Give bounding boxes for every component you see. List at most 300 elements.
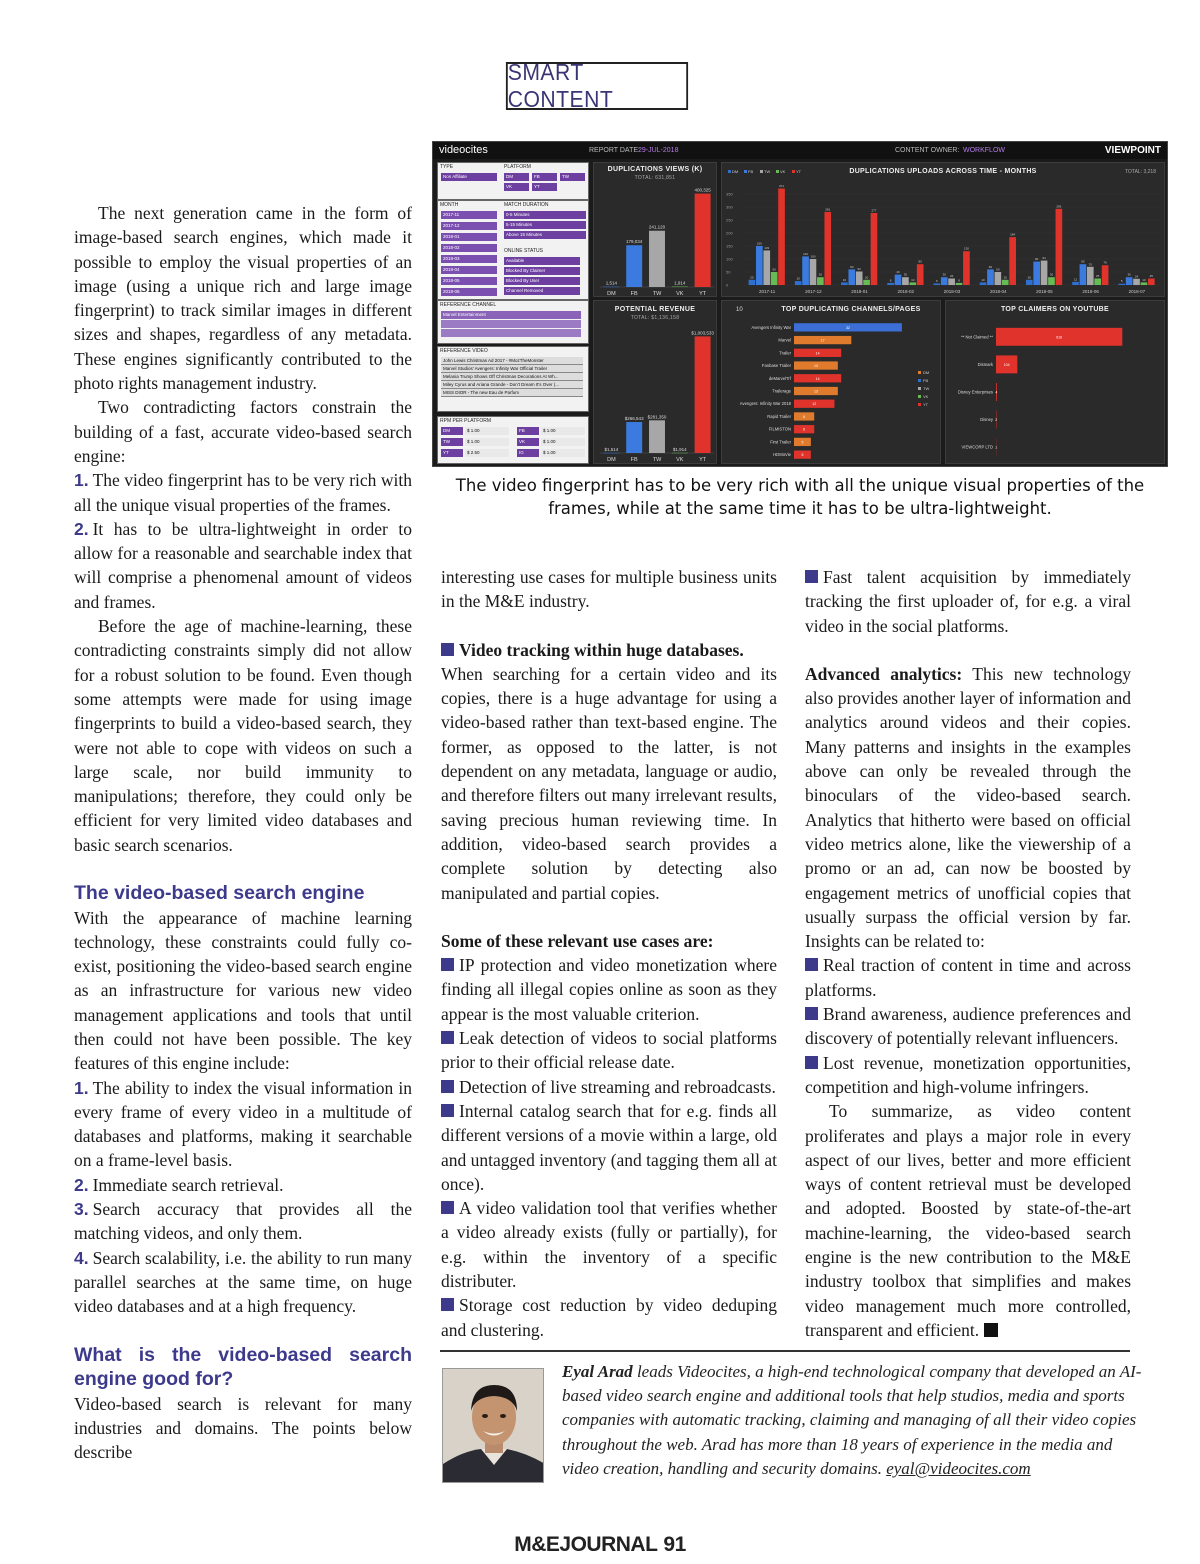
author-email-link[interactable]: eyal@videocites.com xyxy=(886,1458,1031,1478)
upload-bar-label: 130 xyxy=(963,246,969,251)
bar-fb xyxy=(626,245,642,287)
status-label: ONLINE STATUS xyxy=(504,248,543,254)
use-case-3: Detection of live streaming and rebroadcasts. xyxy=(441,1075,777,1099)
channels-panel xyxy=(721,300,941,464)
tick-label: 2017-12 xyxy=(805,289,822,294)
legend-swatch xyxy=(918,379,921,382)
upload-bar xyxy=(1002,280,1009,285)
tick-label: VK xyxy=(676,291,684,297)
upload-bar xyxy=(1041,261,1048,285)
upload-bar-label: 15 xyxy=(796,276,800,281)
upload-bar xyxy=(948,279,955,286)
author-bio xyxy=(440,1350,1142,1482)
legend-label: DM xyxy=(732,169,739,174)
upload-bar-label: 25 xyxy=(1096,274,1100,278)
category-label: Trailer xyxy=(779,350,791,356)
category-label: Rapid Trailer xyxy=(767,413,791,419)
bullet-square-icon xyxy=(441,1201,454,1214)
upload-bar xyxy=(1080,264,1087,285)
duration-item[interactable]: 5-15 Minutes xyxy=(504,221,586,229)
upload-bar-label: 24 xyxy=(1134,274,1139,279)
upload-bar xyxy=(1118,284,1125,285)
platform-dm[interactable]: DM xyxy=(504,173,529,181)
report-date: 29-JUL-2018 xyxy=(638,147,679,154)
owner-label: CONTENT OWNER: xyxy=(895,147,960,154)
upload-bar xyxy=(795,281,802,285)
month-2018-05[interactable]: 2018-05 xyxy=(441,277,497,285)
video-filter xyxy=(437,346,589,412)
upload-bar xyxy=(1087,267,1094,285)
upload-bar xyxy=(763,250,770,285)
category-label: Disney xyxy=(980,417,993,423)
upload-bar xyxy=(817,277,824,285)
upload-bar xyxy=(917,264,924,285)
upload-bar xyxy=(995,272,1002,285)
views-chart xyxy=(594,163,718,298)
tick-label: 2018-07 xyxy=(1128,289,1146,294)
rpm-filter xyxy=(437,416,589,464)
upload-bar-label: 30 xyxy=(1127,272,1131,277)
tick-label: DM xyxy=(607,457,616,463)
video-item[interactable]: John Lewis Christmas Ad 2017 - #MozTheMonster xyxy=(441,357,583,365)
type-value[interactable]: Non Affiliate xyxy=(441,173,497,181)
rpm-label: RPM PER PLATFORM xyxy=(440,418,492,424)
column-2 xyxy=(441,565,777,1342)
platform-tw[interactable]: TW xyxy=(560,173,585,181)
viewpoint-label: VIEWPOINT xyxy=(1104,145,1161,156)
hbar-label: 6 xyxy=(803,414,806,419)
upload-bar-label: 110 xyxy=(803,251,808,256)
duration-label: MATCH DURATION xyxy=(504,202,549,208)
month-label: MONTH xyxy=(440,202,459,208)
upload-bar-label: 20 xyxy=(864,275,869,280)
upload-bar xyxy=(756,246,763,285)
section-header: SMART CONTENT xyxy=(506,62,688,110)
upload-bar xyxy=(887,283,894,285)
upload-bar-label: 94 xyxy=(1042,256,1046,261)
col1-paragraph-2: Two contradicting factors constrain the building of a fast, accurate video-based search engine: xyxy=(74,397,412,466)
platform-fb[interactable]: FB xyxy=(532,173,557,181)
upload-bar xyxy=(802,256,809,285)
page-number: 91 xyxy=(663,1533,686,1556)
category-label: VIEWCORP LTD xyxy=(961,444,993,450)
upload-bar-label: 80 xyxy=(1081,259,1085,264)
month-2017-11[interactable]: 2017-11 xyxy=(441,211,497,219)
upload-bar xyxy=(824,212,831,285)
bar-yt xyxy=(695,336,711,453)
upload-bar-label: 281 xyxy=(825,207,831,212)
upload-bar xyxy=(941,277,948,285)
legend-label: TW xyxy=(923,386,930,391)
tick-label: VK xyxy=(676,457,684,463)
hbar-label: 12 xyxy=(812,402,817,407)
rpm-platform[interactable]: VK xyxy=(517,438,539,446)
upload-bar xyxy=(1141,282,1148,285)
rpm-platform[interactable]: FB xyxy=(517,427,539,435)
rpm-value[interactable]: $ 2.50 xyxy=(465,449,509,457)
hbar-label: 1 xyxy=(995,445,998,450)
legend-swatch xyxy=(744,170,747,173)
y-tick-label: 200 xyxy=(726,230,733,236)
col1-paragraph-4: With the appearance of machine learning technology, these constraints could fully co-exist, positioning the video-based search engine as an infrastructure for various new video management applications and tools that until then could not have been possible. The key features of this engine include: xyxy=(74,907,412,1074)
use-case-5: A video validation tool that verifies whether a video already exists (fully or partially), for e.g. within the inventory of a specific distributer. xyxy=(441,1198,777,1292)
dashboard-topbar xyxy=(433,142,1168,159)
category-label: Marvel xyxy=(778,337,791,343)
insight-1: Real traction of content in time and across platforms. xyxy=(805,955,1131,1000)
legend-label: YT xyxy=(923,402,929,407)
use-case-2: Leak detection of videos to social platforms prior to their official release date. xyxy=(441,1028,777,1073)
channel-label: REFERENCE CHANNEL xyxy=(440,302,497,308)
upload-bar-label: 30 xyxy=(903,272,908,277)
bullet-square-icon xyxy=(805,570,818,583)
bullet-square-icon xyxy=(805,1007,818,1020)
legend-label: VK xyxy=(780,169,786,174)
month-2018-06[interactable]: 2018-06 xyxy=(441,288,497,296)
bullet-square-icon xyxy=(441,1298,454,1311)
revenue-total: TOTAL: $1,136,158 xyxy=(630,315,680,321)
category-label: Avengers: Infinity War 2018 xyxy=(739,401,791,407)
upload-bar-label: 20 xyxy=(1027,275,1031,280)
upload-bar xyxy=(980,282,987,285)
upload-bar-label: 6 xyxy=(936,278,938,283)
tick-label: 2018-03 xyxy=(943,289,961,294)
author-photo xyxy=(442,1368,544,1483)
col2-heading-video-tracking: Video tracking within huge databases. xyxy=(441,638,777,662)
upload-bar-label: 8 xyxy=(958,278,960,283)
status-item[interactable]: Available xyxy=(504,257,580,265)
upload-bar-label: 25 xyxy=(949,274,954,278)
bar-label: $1,003,533 xyxy=(691,330,714,336)
dashboard-figure xyxy=(432,141,1168,467)
upload-bar xyxy=(1048,277,1055,285)
upload-bar-label: 52 xyxy=(857,266,861,271)
bar-fb xyxy=(626,422,642,453)
legend-label: FB xyxy=(923,378,929,383)
insight-3: Lost revenue, monetization opportunities, competition and high-volume infringers. xyxy=(805,1052,1131,1097)
bar-label: 241,120 xyxy=(648,224,666,230)
col3-paragraph-2: To summarize, as video content proliferates and plays a major role in every aspect of our lives, better and more efficient ways of content retrieval must be developed and adopted. Boosted by state-of-the-art machine-learning, the video-based search engine is the new contribution to the M&E industry toolbox that simplifies and makes video management much more controlled, transparent and efficient. xyxy=(805,1101,1131,1340)
upload-bar xyxy=(1126,277,1133,285)
legend-label: TW xyxy=(764,169,771,174)
tick-label: TW xyxy=(652,291,662,297)
upload-bar-label: 50 xyxy=(996,267,1000,272)
month-filter xyxy=(437,200,589,300)
bar-tw xyxy=(649,231,665,287)
upload-bar xyxy=(771,272,778,285)
bullet-square-icon xyxy=(805,958,818,971)
bar-dm xyxy=(603,453,619,454)
journal-name: M&EJOURNAL xyxy=(514,1533,658,1556)
uploads-title: DUPLICATIONS UPLOADS ACROSS TIME - MONTHS xyxy=(849,168,1037,175)
platform-label: PLATFORM xyxy=(504,164,531,170)
upload-bar xyxy=(749,280,756,285)
platform-vk[interactable]: VK xyxy=(504,183,529,191)
upload-bar xyxy=(1026,280,1033,285)
upload-bar xyxy=(987,269,994,285)
bio-description: leads Videocites, a high-end technological company that developed an AI-based video search engine and additional tools that help studios, media and sports companies with automatic tracking, claiming and managing of all their video copies throughout the web. Arad has more than 18 years of experience in the media and video creation, handling and security domains. xyxy=(562,1362,1142,1478)
channels-top-n[interactable]: 10 xyxy=(736,307,743,313)
upload-bar xyxy=(863,280,870,285)
tick-label: DM xyxy=(607,291,616,297)
rpm-platform[interactable]: DM xyxy=(441,427,463,435)
video-item[interactable]: Marvel Studios' Avengers: Infinity War Official Trailer xyxy=(441,365,583,373)
upload-bar xyxy=(1072,282,1079,285)
month-2018-03[interactable]: 2018-03 xyxy=(441,255,497,263)
upload-bar xyxy=(856,271,863,285)
upload-bar-label: 25 xyxy=(1149,274,1153,278)
upload-bar-label: 20 xyxy=(1003,275,1007,280)
bar-label: 1,914 xyxy=(674,280,686,286)
feature-item-2: 2. Immediate search retrieval. xyxy=(74,1174,284,1195)
legend-swatch xyxy=(776,170,779,173)
upload-bar xyxy=(871,213,878,285)
uploads-chart xyxy=(722,163,1166,298)
upload-bar-label: 184 xyxy=(1010,232,1016,237)
legend-label: YT xyxy=(796,169,802,174)
hbar-label: 17 xyxy=(820,338,825,343)
legend-label: FB xyxy=(748,169,754,174)
bar-yt xyxy=(695,194,711,287)
upload-bar xyxy=(963,251,970,285)
upload-bar xyxy=(1133,279,1140,285)
col1-paragraph-3: Before the age of machine-learning, these contradicting constraints simply did not allow for a robust solution to be found. Even though some attempts were made for using image fingerprints to build a video-based search, they were not able to cope with videos on such a large scale, nor build immunity to manipulations; therefore, they could only be efficient for very limited video databases and basic search scenarios. xyxy=(74,616,412,855)
legend-swatch xyxy=(792,170,795,173)
revenue-chart xyxy=(594,301,718,465)
category-label: HDMoVie xyxy=(773,452,791,458)
legend-swatch xyxy=(728,170,731,173)
upload-bar-label: 20 xyxy=(750,275,754,280)
upload-bar-label: 30 xyxy=(942,272,946,277)
tick-label: YT xyxy=(699,457,707,463)
bar-vk xyxy=(672,287,688,288)
bullet-square-icon xyxy=(441,1080,454,1093)
y-tick-label: 50 xyxy=(726,269,731,275)
tick-label: FB xyxy=(630,291,638,297)
upload-bar xyxy=(841,282,848,285)
views-title: DUPLICATIONS VIEWS (K) xyxy=(607,166,703,173)
bar-label: 1,514 xyxy=(605,280,618,286)
category-label: Disney Enterprises xyxy=(957,389,993,395)
hbar-label: 6 xyxy=(803,427,806,432)
views-total: TOTAL: 631,851 xyxy=(634,175,676,181)
revenue-title: POTENTIAL REVENUE xyxy=(614,306,696,313)
month-2017-12[interactable]: 2017-12 xyxy=(441,222,497,230)
bar-dm xyxy=(603,287,619,288)
tick-label: 2018-05 xyxy=(1036,289,1053,294)
duration-item[interactable]: Above 15 Minutes xyxy=(504,231,586,239)
col2-paragraph-1: interesting use cases for multiple business units in the M&E industry. xyxy=(441,567,777,612)
tick-label: YT xyxy=(699,291,707,297)
insight-2: Brand awareness, audience preferences and discovery of potentially relevant influencers. xyxy=(805,1004,1131,1049)
upload-bar-label: 12 xyxy=(1073,277,1078,282)
claimers-chart xyxy=(946,301,1166,465)
bar-label: $1,514 xyxy=(604,446,619,452)
rpm-value[interactable]: $ 1.00 xyxy=(541,427,585,435)
figure-caption: The video fingerprint has to be very rich with all the unique visual properties of the frames, while at the same time it has to be ultra-lightweight. xyxy=(455,476,1145,518)
claimers-title: TOP CLAIMERS ON YOUTUBE xyxy=(1000,306,1110,313)
legend-swatch xyxy=(918,395,921,398)
videocites-logo: videocites xyxy=(439,144,488,156)
month-2018-01[interactable]: 2018-01 xyxy=(441,233,497,241)
category-label: Dismark xyxy=(977,361,993,367)
hbar-label: 5 xyxy=(801,440,804,445)
legend-label: VK xyxy=(923,394,929,399)
upload-bar-label: 10 xyxy=(981,277,985,282)
tick-label: 2018-04 xyxy=(989,289,1007,294)
rpm-value[interactable]: $ 1.00 xyxy=(541,438,585,446)
type-label: TYPE xyxy=(440,164,454,170)
upload-bar-label: 150 xyxy=(756,241,762,246)
bar-label: 179,034 xyxy=(626,239,643,245)
upload-bar-label: 60 xyxy=(850,264,854,269)
status-item[interactable]: Blocked By Claimer xyxy=(504,267,580,275)
hbar-label: 4 xyxy=(995,390,998,395)
hbar-label: 13 xyxy=(813,364,818,369)
video-item[interactable]: Miley Cyrus and Ariana Grande - Don't Dream It's Over (... xyxy=(441,381,583,389)
hbar-label: 5 xyxy=(801,453,804,458)
type-platform-filter xyxy=(437,162,589,200)
column-3 xyxy=(805,565,1131,1342)
upload-bar xyxy=(934,283,941,285)
duration-item[interactable]: 0-5 Minutes xyxy=(504,211,586,219)
upload-bar xyxy=(1056,209,1063,285)
uploads-total: TOTAL: 3,218 xyxy=(1125,169,1156,175)
channels-chart xyxy=(722,301,942,465)
tick-label: TW xyxy=(652,457,662,463)
month-2018-02[interactable]: 2018-02 xyxy=(441,244,497,252)
upload-bar xyxy=(1102,265,1109,285)
legend-swatch xyxy=(918,387,921,390)
use-case-4: Internal catalog search that for e.g. finds all different versions of a movie within a large, old and untagged inventory (and tagging them all at once). xyxy=(441,1100,777,1194)
upload-bar xyxy=(778,189,785,285)
rpm-value[interactable]: $ 1.00 xyxy=(465,427,509,435)
hbar-label: 14 xyxy=(815,351,820,356)
bullet-square-icon xyxy=(805,1056,818,1069)
claimers-panel xyxy=(945,300,1165,464)
use-case-6: Storage cost reduction by video deduping and clustering. xyxy=(441,1295,777,1340)
category-label: deMarvelTrf xyxy=(768,375,791,381)
rpm-value[interactable]: $ 1.00 xyxy=(541,449,585,457)
author-name: Eyal Arad xyxy=(562,1362,633,1381)
upload-bar-label: 50 xyxy=(772,267,776,272)
col1-list-item-2: 2. It has to be ultra-lightweight in order to allow for a reasonable and searchable index that will comprise a phenomenal amount of videos and frames. xyxy=(74,518,412,612)
upload-bar xyxy=(956,283,963,285)
upload-bar xyxy=(909,282,916,285)
upload-bar-label: 371 xyxy=(779,184,785,189)
upload-bar xyxy=(810,259,817,285)
upload-bar xyxy=(1094,279,1101,286)
rpm-platform[interactable]: TW xyxy=(441,438,463,446)
y-tick-label: 250 xyxy=(726,217,733,223)
upload-bar-label: 30 xyxy=(818,272,823,277)
upload-bar-label: 80 xyxy=(918,259,922,264)
month-2018-04[interactable]: 2018-04 xyxy=(441,266,497,274)
upload-bar-label: 5 xyxy=(1120,279,1123,284)
channel-filter xyxy=(437,300,589,344)
status-item[interactable]: Channel Removed xyxy=(504,287,580,295)
col1-list-item-1: 1. The video fingerprint has to be very rich with all the unique visual properties of the frames. xyxy=(74,470,412,515)
column-1 xyxy=(74,201,412,1464)
feature-item-4: 4. Search scalability, i.e. the ability to run many parallel searches at the same time, on huge video databases and at a high frequency. xyxy=(74,1247,412,1317)
tick-label: FB xyxy=(630,457,638,463)
upload-bar xyxy=(895,275,902,285)
bio-text xyxy=(562,1360,1142,1481)
video-label: REFERENCE VIDEO xyxy=(440,348,488,354)
owner-value: WORKFLOW xyxy=(963,147,1005,154)
legend-swatch xyxy=(918,371,921,374)
bar-label: $281,350 xyxy=(647,414,667,420)
bar-label: $1,914 xyxy=(672,446,687,452)
bullet-square-icon xyxy=(441,1031,454,1044)
page-footer xyxy=(0,1533,1200,1557)
upload-bar-label: 60 xyxy=(988,264,993,269)
bar-tw xyxy=(649,420,665,453)
col3-paragraph-1: Advanced analytics: This new technology also provides another layer of information and analytics around videos and their copies. Many patterns and insights in the examples above can only be revealed through the binoculars of the video-based search. Analytics that hitherto were based on official video metrics alone, like the viewership of a promo or an ad, can now be boosted by engagement metrics of unofficial copies that usually surpass the official version by far. Insights can be related to: xyxy=(805,663,1132,952)
category-label: ** Not Claimed ** xyxy=(961,334,993,340)
col1-paragraph-5: Video-based search is relevant for many industries and domains. The points below describe xyxy=(74,1393,412,1463)
upload-bar-label: 30 xyxy=(1049,272,1054,277)
rpm-platform[interactable]: YT xyxy=(441,449,463,457)
channel-item[interactable]: Marvel Entertainment xyxy=(441,311,581,319)
end-mark-icon xyxy=(984,1323,998,1337)
hbar-label: 104 xyxy=(1003,362,1010,367)
hbar-label: 616 xyxy=(1056,335,1063,340)
rpm-platform[interactable]: IG xyxy=(517,449,539,457)
category-label: Fanbase Trailer xyxy=(761,363,791,369)
heading-good-for: What is the video-based search engine good for? xyxy=(74,1343,412,1391)
upload-bar-label: 76 xyxy=(1103,260,1107,265)
hbar-label: 14 xyxy=(815,376,820,381)
legend-swatch xyxy=(760,170,763,173)
upload-bar xyxy=(1009,237,1016,285)
category-label: First Trailer xyxy=(770,439,791,445)
upload-bar-label: 90 xyxy=(1035,257,1039,262)
upload-bar xyxy=(848,269,855,285)
video-item[interactable]: Melania Trump Shows Off Christmas Decorations At Wh... xyxy=(441,373,583,381)
tick-label: 2018-01 xyxy=(851,289,868,294)
bar-vk xyxy=(672,453,688,454)
upload-bar-label: 10 xyxy=(1142,277,1146,282)
rpm-value[interactable]: $ 1.00 xyxy=(465,438,509,446)
col1-paragraph-1: The next generation came in the form of image-based search engines, which made it possible to employ the visual properties of an image (using a unique rich and large image fingerprint) to track similar images in different sizes and shapes, regardless of any metadata. These engines significantly contributed to the photo rights management industry. xyxy=(74,203,412,394)
uploads-panel xyxy=(721,162,1165,297)
category-label: FILMISTON xyxy=(768,426,791,432)
status-item[interactable]: Blocked By User xyxy=(504,277,580,285)
col3-bullet-1: Fast talent acquisition by immediately tracking the first uploader of, for e.g. a viral video in the social platforms. xyxy=(805,567,1131,636)
y-tick-label: 100 xyxy=(726,256,733,262)
upload-bar-label: 10 xyxy=(911,277,915,282)
tick-label: 2018-02 xyxy=(897,289,915,294)
video-item[interactable]: MISS DIOR - The new Eau de Parfum xyxy=(441,389,583,397)
col2-paragraph-2: When searching for a certain video and its copies, there is a huge advantage for using a video-based rather than text-based engine. The former, as opposed to the latter, is not dependent on any metadata, language or audio, and therefore filters out many irrelevant results, saving precious human reviewing time. In addition, video-based search provides a complete solution by detecting also manipulated and partial copies. xyxy=(441,663,777,903)
feature-item-1: 1. The ability to index the visual information in every frame of every video in a multitude of databases and platforms, making it searchable on a frame-level basis. xyxy=(74,1077,412,1171)
upload-bar-label: 277 xyxy=(871,208,877,213)
upload-bar-label: 133 xyxy=(764,245,770,250)
platform-yt[interactable]: YT xyxy=(532,183,557,191)
bullet-square-icon xyxy=(441,958,454,971)
hbar-label: 13 xyxy=(813,389,818,394)
y-tick-label: 300 xyxy=(726,204,733,210)
hbar-label: 32 xyxy=(845,325,850,330)
y-tick-label: 150 xyxy=(726,243,733,249)
col2-heading-use-cases: Some of these relevant use cases are: xyxy=(441,930,714,951)
legend-swatch xyxy=(918,403,921,406)
category-label: Trailerage xyxy=(772,388,791,394)
upload-bar-label: 40 xyxy=(896,270,900,275)
hbar-label: 2 xyxy=(995,418,998,423)
upload-bar-label: 293 xyxy=(1056,204,1062,209)
tick-label: 2017-11 xyxy=(759,289,776,294)
